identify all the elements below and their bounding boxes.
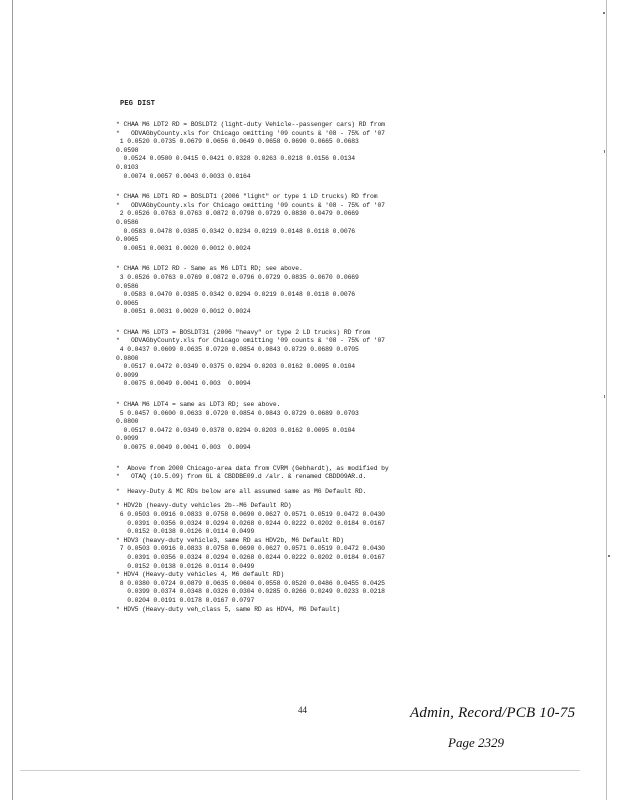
block-gap — [116, 253, 476, 265]
text-line: 0.0586 — [116, 282, 139, 290]
text-line: 0.0051 0.0031 0.0020 0.0012 0.0024 — [116, 244, 251, 252]
text-line: * CHAA M6 LDT3 = BOSLDT31 (2006 "heavy" or type 2 LD trucks) RD from — [116, 328, 370, 336]
text-line: 0.0051 0.0031 0.0020 0.0012 0.0024 — [116, 308, 251, 316]
text-line: * HDV4 (Heavy-duty vehicles 4, M6 default RD) — [116, 571, 285, 579]
block-gap — [116, 453, 476, 465]
text-line: 0.0517 0.0472 0.0349 0.0375 0.0294 0.0203 0.0162 0.0095 0.0104 — [116, 363, 356, 371]
scan-edge-left — [12, 0, 13, 800]
text-line: 0.0598 — [116, 146, 139, 154]
text-line: * Heavy-Duty & MC RDs below are all assumed same as M6 Default RD. — [116, 487, 367, 495]
admin-record-stamp: Admin, Record/PCB 10-75 — [410, 705, 576, 721]
block-gap — [116, 389, 476, 401]
text-line: 0.0800 — [116, 354, 139, 362]
text-line: 0.0583 0.0470 0.0385 0.0342 0.0294 0.0219 0.0148 0.0118 0.0076 — [116, 291, 356, 299]
text-line: 0.0800 — [116, 418, 139, 426]
text-line: 0.0152 0.0138 0.0126 0.0114 0.0499 — [116, 528, 255, 536]
page-number: 44 — [298, 705, 307, 715]
text-line: 5 0.0457 0.0600 0.0633 0.0720 0.0854 0.0843 0.0729 0.0689 0.0703 — [116, 409, 359, 417]
text-line: 0.0524 0.0500 0.0415 0.0421 0.0328 0.0263 0.0218 0.0156 0.0134 — [116, 155, 356, 163]
text-line: 0.0391 0.0356 0.0324 0.0294 0.0268 0.0244 0.0222 0.0202 0.0184 0.0167 — [116, 553, 385, 561]
text-line: * ODVAGbyCounty.xls for Chicago omitting '09 counts & '08 - 75% of '07 — [116, 337, 385, 345]
text-line: 3 0.0526 0.0763 0.0769 0.0872 0.0796 0.0729 0.0835 0.0670 0.0669 — [116, 273, 359, 281]
text-line: 0.0099 — [116, 371, 139, 379]
text-line: 0.0583 0.0478 0.0385 0.0342 0.0234 0.0219 0.0148 0.0118 0.0076 — [116, 227, 356, 235]
scan-edge-right — [606, 0, 607, 800]
text-line: * ODVAGbyCounty.xls for Chicago omitting '09 counts & '08 - 75% of '07 — [116, 201, 385, 209]
text-block — [116, 401, 476, 453]
text-line: 1 0.0520 0.0735 0.0679 0.0656 0.0649 0.0658 0.0690 0.0665 0.0683 — [116, 138, 359, 146]
text-line: 0.0074 0.0057 0.0043 0.0033 0.0164 — [116, 172, 251, 180]
text-blocks — [116, 121, 476, 614]
text-line: * CHAA M6 LDT2 RD - Same as M6 LDT1 RD; see above. — [116, 265, 303, 273]
text-line: 0.0517 0.0472 0.0349 0.0378 0.0294 0.0203 0.0162 0.0095 0.0104 — [116, 426, 356, 434]
scan-speck — [603, 12, 605, 14]
document-body — [116, 100, 476, 614]
text-line: 0.0399 0.0374 0.0348 0.0326 0.0304 0.0285 0.0266 0.0249 0.0233 0.0218 — [116, 588, 385, 596]
text-line: 8 0.0380 0.0724 0.0879 0.0635 0.0604 0.0558 0.0520 0.0486 0.0455 0.0425 — [116, 579, 385, 587]
text-line: 0.0204 0.0191 0.0178 0.0167 0.0797 — [116, 596, 255, 604]
text-line: * Above from 2000 Chicago-area data from CVRM (Gebhardt), as modified by — [116, 464, 389, 472]
text-line: * OTAQ (10.5.09) from GL & CBDDBE09.d /alr. & renamed CBDD09AR.d. — [116, 473, 367, 481]
text-line: * ODVAGbyCounty.xls for Chicago omitting '09 counts & '08 - 75% of '07 — [116, 129, 385, 137]
scan-bottom-line — [20, 770, 580, 771]
text-line: 0.0586 — [116, 218, 139, 226]
text-line: 7 0.0503 0.0916 0.0833 0.0758 0.0690 0.0627 0.0571 0.0519 0.0472 0.0430 — [116, 545, 385, 553]
text-line: 0.0391 0.0356 0.0324 0.0294 0.0268 0.0244 0.0222 0.0202 0.0184 0.0167 — [116, 519, 385, 527]
text-line: 0.0152 0.0138 0.0126 0.0114 0.0499 — [116, 562, 255, 570]
scan-speck — [604, 395, 605, 398]
text-block — [116, 329, 476, 389]
scan-speck — [608, 555, 610, 557]
text-block — [116, 121, 476, 181]
text-line: 2 0.0526 0.0763 0.0763 0.0872 0.0798 0.0729 0.0830 0.0479 0.0669 — [116, 210, 359, 218]
text-line: 0.0075 0.0049 0.0041 0.003 0.0094 — [116, 380, 251, 388]
text-line: 0.0065 — [116, 236, 139, 244]
page-stamp: Page 2329 — [448, 735, 504, 750]
text-line: 0.0099 — [116, 435, 139, 443]
text-line: * HDV2b (heavy-duty vehicles 2b--M6 Default RD) — [116, 502, 292, 510]
text-line: * CHAA M6 LDT2 RD = BOSLDT2 (light-duty Vehicle--passenger cars) RD from — [116, 121, 385, 128]
text-line: 4 0.0437 0.0609 0.0635 0.0720 0.0854 0.0843 0.0729 0.0689 0.0705 — [116, 346, 359, 354]
block-gap — [116, 317, 476, 329]
text-line: * HDV5 (Heavy-duty veh_class 5, same RD as HDV4, M6 Default) — [116, 605, 341, 613]
text-line: 0.0065 — [116, 299, 139, 307]
text-line: 6 0.0503 0.0916 0.0833 0.0758 0.0690 0.0627 0.0571 0.0519 0.0472 0.0430 — [116, 510, 385, 518]
text-line: * HDV3 (heavy-duty vehicle3, same RD as HDV2b, M6 Default RD) — [116, 536, 344, 544]
text-line: 0.0103 — [116, 163, 139, 171]
scan-speck — [604, 150, 605, 153]
block-gap — [116, 181, 476, 193]
text-line: * CHAA M6 LDT4 = same as LDT3 RD; see above. — [116, 401, 281, 409]
text-line: 0.0075 0.0049 0.0041 0.003 0.0094 — [116, 444, 251, 451]
document-header: PEG DIST — [120, 100, 156, 108]
text-block — [116, 265, 476, 317]
text-line: * CHAA M6 LDT1 RD = BOSLDT1 (2006 "light" or type 1 LD trucks) RD from — [116, 193, 378, 201]
text-block — [116, 193, 476, 253]
text-block — [116, 465, 476, 615]
